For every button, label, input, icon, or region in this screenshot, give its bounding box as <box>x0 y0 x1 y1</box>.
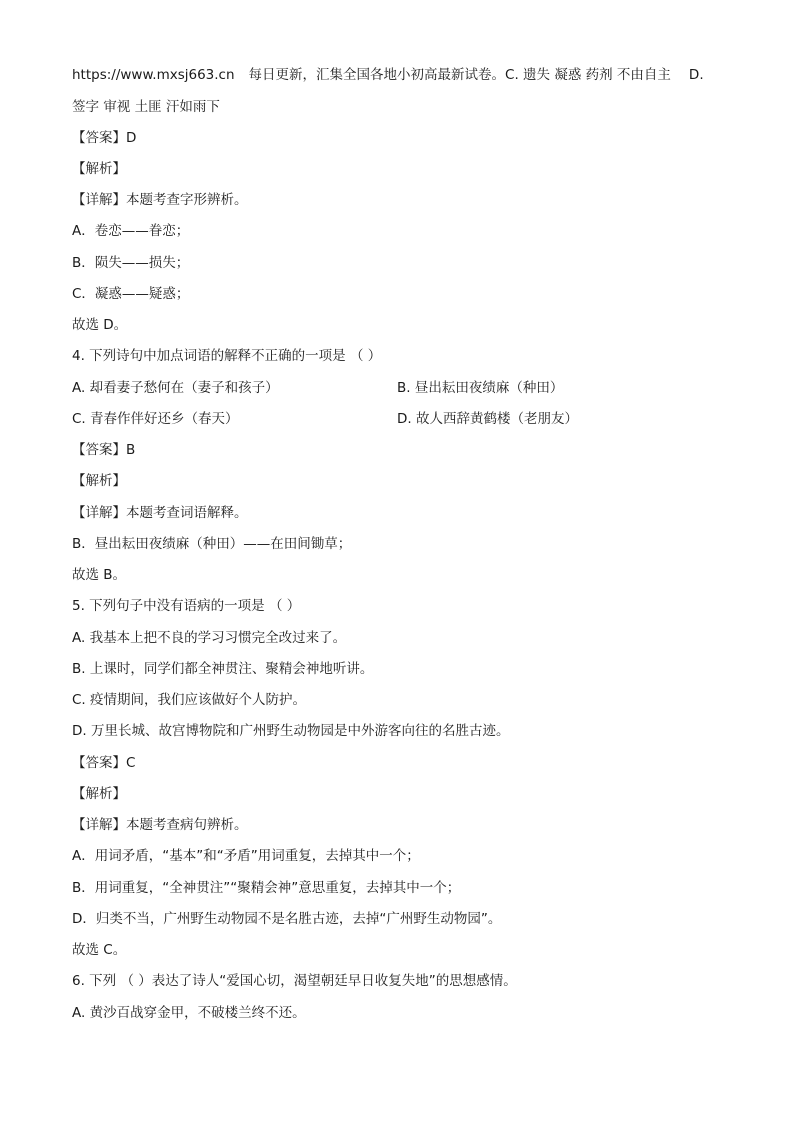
q5-stem: 5. 下列句子中没有语病的一项是 （ ） <box>72 598 301 614</box>
q3-option-c: C. 遗失 凝惑 药剂 不由自主 <box>505 67 671 83</box>
q5-option-c: C. 疫情期间，我们应该做好个人防护。 <box>72 692 307 708</box>
q3-option-d-label: D. <box>688 67 704 83</box>
q3-conclusion: 故选 D。 <box>72 317 128 333</box>
q3-detail: 【详解】本题考查字形辨析。 <box>72 192 248 208</box>
q4-explanation-item: B．昼出耘田夜绩麻（种田）——在田间锄草； <box>72 536 352 552</box>
header-ad-text: 每日更新，汇集全国各地小初高最新试卷。 <box>248 67 506 83</box>
q4-option-c: C. 青春作伴好还乡（春天） <box>72 411 239 427</box>
q4-detail: 【详解】本题考查词语解释。 <box>72 505 248 521</box>
q5-conclusion: 故选 C。 <box>72 942 127 958</box>
q3-answer: 【答案】D <box>72 130 137 146</box>
q5-option-a: A. 我基本上把不良的学习习惯完全改过来了。 <box>72 630 347 646</box>
q5-answer: 【答案】C <box>72 755 136 771</box>
q5-analysis-heading: 【解析】 <box>72 786 126 802</box>
header-line <box>72 65 704 85</box>
q5-option-b: B. 上课时，同学们都全神贯注、聚精会神地听讲。 <box>72 661 374 677</box>
q5-explanation-item: A．用词矛盾，“基本”和“矛盾”用词重复，去掉其中一个； <box>72 848 420 864</box>
q3-explanation-item: C．凝惑——疑惑； <box>72 286 190 302</box>
q5-explanation-item: D．归类不当，广州野生动物园不是名胜古迹，去掉“广州野生动物园”。 <box>72 911 502 927</box>
q5-detail: 【详解】本题考查病句辨析。 <box>72 817 248 833</box>
q5-option-d: D. 万里长城、故宫博物院和广州野生动物园是中外游客向往的名胜古迹。 <box>72 723 510 739</box>
q4-answer: 【答案】B <box>72 442 136 458</box>
q6-stem: 6. 下列 （ ）表达了诗人“爱国心切，渴望朝廷早日收复失地”的思想感情。 <box>72 973 517 989</box>
q4-option-a: A. 却看妻子愁何在（妻子和孩子） <box>72 380 279 396</box>
q6-option-a: A. 黄沙百战穿金甲，不破楼兰终不还。 <box>72 1005 306 1021</box>
source-url[interactable]: https://www.mxsj663.cn <box>72 67 235 83</box>
q5-explanation-item: B．用词重复，“全神贯注”“聚精会神”意思重复，去掉其中一个； <box>72 880 461 896</box>
q4-analysis-heading: 【解析】 <box>72 473 126 489</box>
q4-option-b: B. 昼出耘田夜绩麻（种田） <box>397 380 564 396</box>
q3-analysis-heading: 【解析】 <box>72 161 126 177</box>
q4-stem: 4. 下列诗句中加点词语的解释不正确的一项是 （ ） <box>72 348 382 364</box>
q4-option-d: D. 故人西辞黄鹤楼（老朋友） <box>397 411 578 427</box>
q4-conclusion: 故选 B。 <box>72 567 127 583</box>
q3-explanation-item: A．卷恋——眷恋； <box>72 223 190 239</box>
q3-explanation-item: B．陨失——损失； <box>72 255 190 271</box>
q3-option-d-text: 签字 审视 土匪 汗如雨下 <box>72 99 220 115</box>
